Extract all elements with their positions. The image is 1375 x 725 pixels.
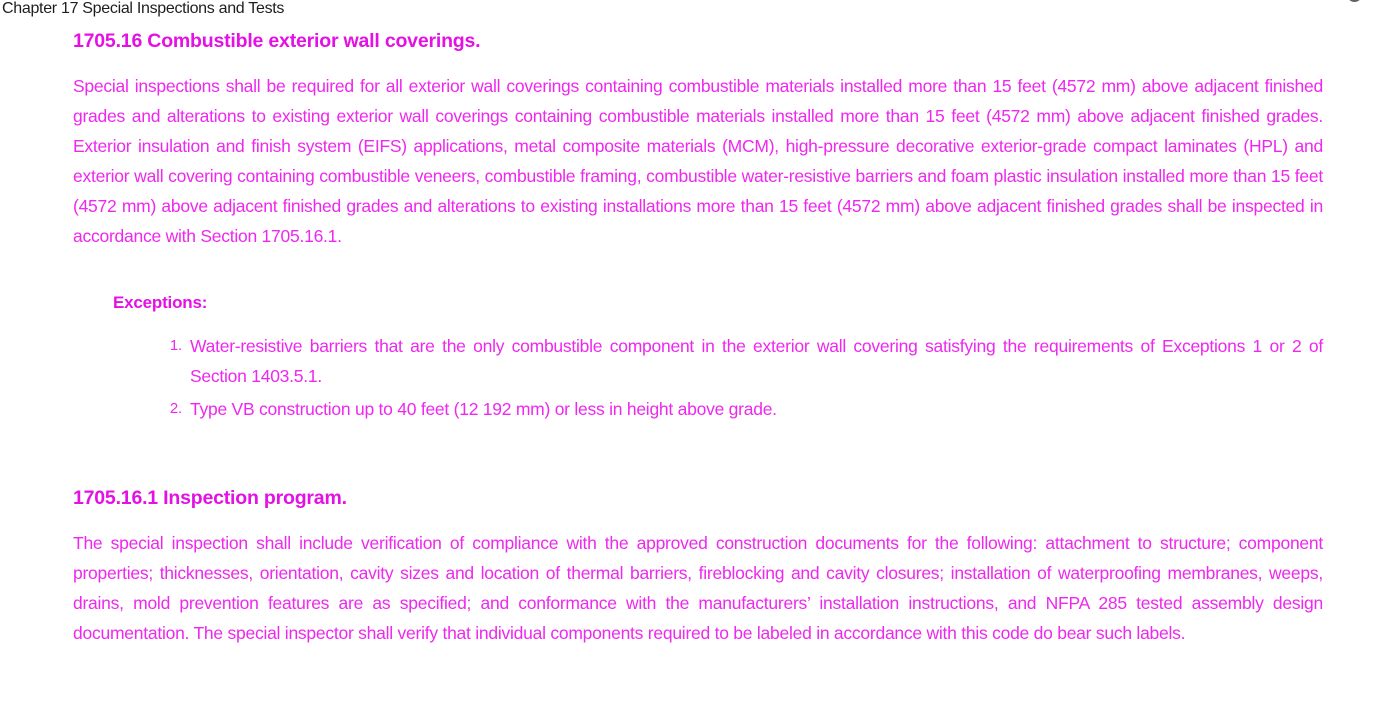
section-body-1705-16: Special inspections shall be required for all exterior wall coverings containing combustible materials installed more than 15 feet (4572 mm) above adjacent finished grades and alterations to existing exterior wall coverings containing combustible materials installed more than 15 feet (4572 mm) above adjacent finished grades. Exterior insulation and finish system (EIFS) applications, metal composite materials (MCM), high-pressure decorative exterior-grade compact laminates (HPL) and exterior wall covering containing combustible veneers, combustible framing, combustible water-resistive barriers and foam plastic insulation installed more than 15 feet (4572 mm) above adjacent finished grades and alterations to existing installations more than 15 feet (4572 mm) above adjacent finished grades shall be inspected in accordance with Section 1705.16.1. <box>73 76 1323 246</box>
list-item <box>73 331 1323 391</box>
section-heading-1705-16-1: 1705.16.1 Inspection program. <box>73 487 347 509</box>
list-item <box>73 394 1323 424</box>
section-heading-1705-16: 1705.16 Combustible exterior wall coverings. <box>73 30 481 52</box>
help-circle-icon[interactable] <box>1347 0 1362 2</box>
section-body-1705-16-1: The special inspection shall include verification of compliance with the approved construction documents for the following: attachment to structure; component properties; thicknesses, orientation, cavity sizes and location of thermal barriers, fireblocking and cavity closures; installation of waterproofing membranes, weeps, drains, mold prevention features are as specified; and conformance with the manufacturers’ installation instructions, and NFPA 285 tested assembly design documentation. The special inspector shall verify that individual components required to be labeled in accordance with this code do bear such labels. <box>73 533 1323 643</box>
list-item-number: 1. <box>169 337 182 354</box>
list-item-number: 2. <box>169 400 182 417</box>
list-item-text: Type VB construction up to 40 feet (12 192 mm) or less in height above grade. <box>190 399 777 419</box>
exceptions-label: Exceptions: <box>113 293 208 312</box>
exceptions-list <box>73 331 1323 424</box>
list-item-text: Water-resistive barriers that are the only combustible component in the exterior wall covering satisfying the requirements of Exceptions 1 or 2 of Section 1403.5.1. <box>190 336 1323 386</box>
chapter-breadcrumb: Chapter 17 Special Inspections and Tests <box>2 0 285 17</box>
